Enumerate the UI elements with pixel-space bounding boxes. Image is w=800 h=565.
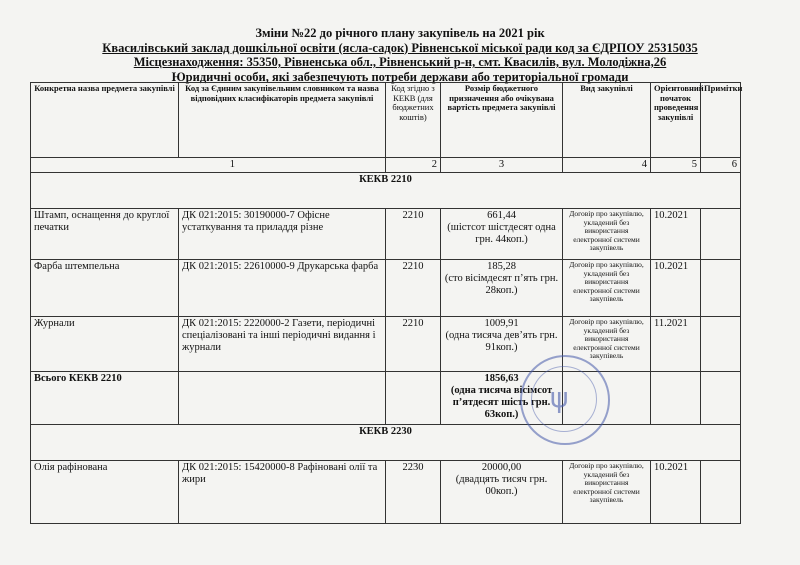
item-start: 10.2021: [651, 209, 701, 260]
item-kekv: 2210: [386, 317, 441, 372]
item-type: Договір про закупівлю, укладений без використання електронної системи закупівель: [563, 461, 651, 524]
item-name: Журнали: [31, 317, 179, 372]
item-type: Договір про закупівлю, укладений без використання електронної системи закупівель: [563, 260, 651, 317]
col-header-kekv: Код згідно з КЕКВ (для бюджетних коштів): [386, 83, 441, 158]
item-amount: 661,44 (шістсот шістдесят одна грн. 44коп.): [441, 209, 563, 260]
item-amount: 185,28 (сто вісімдесят п’ять грн. 28коп.): [441, 260, 563, 317]
item-name: Штамп, оснащення до круглої печатки: [31, 209, 179, 260]
document-header: [0, 26, 800, 84]
col-header-code: Код за Єдиним закупівельним словником та назва відповідних класифікаторів предмета закупівлі: [179, 83, 386, 158]
section-title: КЕКВ 2230: [31, 425, 741, 461]
item-start: 10.2021: [651, 461, 701, 524]
table-header-row: [31, 83, 741, 158]
item-kekv: 2210: [386, 209, 441, 260]
table-row: [31, 461, 741, 524]
section-row: [31, 425, 741, 461]
item-type: Договір про закупівлю, укладений без використання електронної системи закупівель: [563, 209, 651, 260]
item-code: ДК 021:2015: 2220000-2 Газети, періодичні спеціалізовані та інші періодичні видання і журнали: [179, 317, 386, 372]
total-label: Всього КЕКВ 2210: [31, 372, 179, 425]
procurement-table: [30, 82, 741, 524]
item-start: 11.2021: [651, 317, 701, 372]
col-number: 5: [651, 158, 701, 173]
item-code: ДК 021:2015: 22610000-9 Друкарська фарба: [179, 260, 386, 317]
address-line: Місцезнаходження: 35350, Рівненська обл., Рівненський р-н, смт. Квасилів, вул. Молодіжна,26: [133, 55, 667, 69]
section-row: [31, 173, 741, 209]
item-kekv: 2210: [386, 260, 441, 317]
col-header-amount: Розмір бюджетного призначення або очікувана вартість предмета закупівлі: [441, 83, 563, 158]
item-start: 10.2021: [651, 260, 701, 317]
col-header-name: Конкретна назва предмета закупівлі: [31, 83, 179, 158]
col-number: 3: [441, 158, 563, 173]
doc-title: Зміни №22 до річного плану закупівель на 2021 рік: [255, 26, 545, 40]
col-number: 1: [31, 158, 386, 173]
column-numbers-row: [31, 158, 741, 173]
col-number: 4: [563, 158, 651, 173]
item-notes: [701, 317, 741, 372]
col-header-notes: Примітки: [701, 83, 741, 158]
table-row: [31, 209, 741, 260]
section-title: КЕКВ 2210: [31, 173, 741, 209]
col-number: 2: [386, 158, 441, 173]
table-row: [31, 317, 741, 372]
official-seal-stamp: [520, 355, 610, 445]
total-amount: 1856,63 (одна тисяча вісімсот п’ятдесят шість грн. 63коп.): [441, 372, 563, 425]
item-kekv: 2230: [386, 461, 441, 524]
item-notes: [701, 209, 741, 260]
col-header-start: Орієнтовний початок проведення закупівлі: [651, 83, 701, 158]
item-amount: 20000,00 (двадцять тисяч грн. 00коп.): [441, 461, 563, 524]
col-number: 6: [701, 158, 741, 173]
item-code: ДК 021:2015: 15420000-8 Рафіновані олії та жири: [179, 461, 386, 524]
item-amount: 1009,91 (одна тисяча дев’ять грн. 91коп.): [441, 317, 563, 372]
institution-line: Квасилівський заклад дошкільної освіти (ясла-садок) Рівненської міської ради код за ЄДРПОУ 25315035: [102, 40, 698, 55]
item-name: Олія рафінована: [31, 461, 179, 524]
item-code: ДК 021:2015: 30190000-7 Офісне устаткування та приладдя різне: [179, 209, 386, 260]
item-type: Договір про закупівлю, укладений без використання електронної системи закупівель: [563, 317, 651, 372]
col-header-type: Вид закупівлі: [563, 83, 651, 158]
total-row: [31, 372, 741, 425]
item-name: Фарба штемпельна: [31, 260, 179, 317]
table-row: [31, 260, 741, 317]
trident-icon: ψ: [550, 381, 569, 414]
item-notes: [701, 260, 741, 317]
entity-line: Юридичні особи, які забезпечують потреби держави або територіальної громади: [171, 69, 629, 84]
item-notes: [701, 461, 741, 524]
